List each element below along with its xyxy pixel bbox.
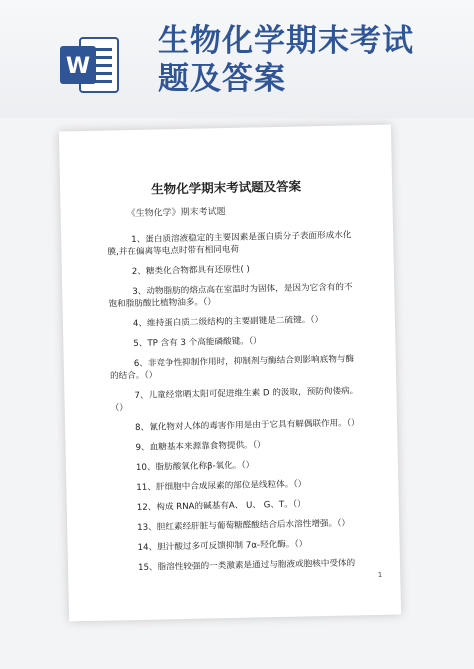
question-item	[124, 457, 382, 474]
question-text-continued: （）	[110, 403, 129, 414]
question-item	[124, 477, 382, 494]
question-item	[125, 497, 383, 514]
question-item	[123, 437, 381, 454]
question-text: 5、TP 含有 3 个高能磷酸键。（）	[133, 336, 262, 350]
question-text: 11、肝细胞中合成尿素的部位是线粒体。（）	[136, 479, 307, 493]
header-banner	[0, 0, 474, 118]
question-text-continued: 饱和脂肪酸比植物油多。（）	[108, 297, 217, 310]
question-text: 2、糖类化合物都具有还原性( )	[131, 264, 250, 278]
question-text: 6、非竞争性抑制作用时，抑制剂与酶结合则影响底物与酶	[133, 354, 355, 370]
question-text: 8、氰化物对人体的毒害作用是由于它具有解偶联作用。（）	[135, 418, 360, 433]
document-title: 生物化学期末考试题及答案	[150, 178, 302, 197]
page-title	[158, 22, 458, 98]
title-line-1: 生物化学期末考试	[158, 23, 414, 59]
question-item	[121, 313, 379, 330]
word-letter: W	[65, 54, 91, 79]
question-item	[110, 385, 380, 414]
question-item	[125, 517, 383, 534]
page-number: 1	[377, 570, 383, 579]
question-text: 3、动物脂肪的熔点高在室温时为固体，是因为它含有的不	[132, 282, 353, 298]
question-item	[126, 537, 384, 554]
question-item	[120, 261, 378, 278]
question-text-continued: 的结合。（）	[109, 370, 158, 382]
question-list	[107, 229, 384, 582]
question-item	[109, 353, 380, 382]
question-text: 14、胆汁酸过多可反馈抑制 7α-羟化酶。（）	[137, 539, 308, 553]
question-item	[126, 557, 384, 574]
question-text: 15、脂溶性较强的一类激素是通过与胞液或胞核中受体的	[137, 558, 356, 573]
question-text: 12、构成 RNA的碱基有A、 U、 G、T。（）	[136, 499, 306, 513]
document-page	[59, 125, 401, 622]
document-subtitle: 《生物化学》期末考试题	[126, 207, 226, 220]
title-line-2: 题及答案	[158, 61, 286, 97]
question-text: 9、血糖基本来源靠食物提供。（）	[135, 440, 266, 453]
question-item	[108, 281, 378, 310]
word-doc-icon	[58, 34, 120, 96]
question-text: 7、儿童经常晒太阳可促进维生素 D 的汲取，预防佝偻病。	[134, 386, 359, 402]
question-text: 4、维持蛋白质二级结构的主要副键是二硫键。（）	[132, 315, 324, 330]
question-text-continued: 膜,并在偏离等电点时带有相同电荷	[107, 244, 240, 258]
question-item	[107, 229, 377, 258]
question-text: 13、胆红素经肝脏与葡萄糖醛酸结合后水溶性增强。（）	[137, 518, 351, 533]
question-item	[123, 417, 381, 434]
question-item	[121, 333, 379, 350]
question-text: 10、脂肪酸氧化称β-氧化。（）	[135, 460, 255, 473]
question-text: 1、蛋白质溶液稳定的主要因素是蛋白质分子表面形成水化	[131, 230, 352, 246]
